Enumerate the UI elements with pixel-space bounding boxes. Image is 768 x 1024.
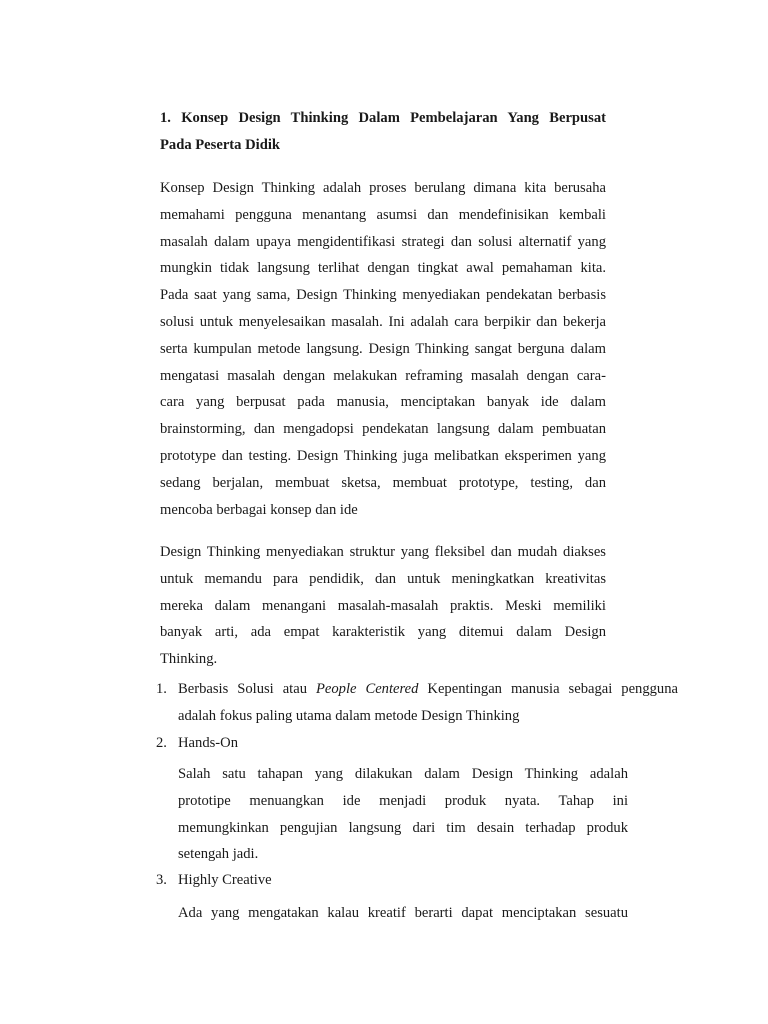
paragraph-line: mereka dalam menangani masalah-masalah praktis. Meski memiliki bbox=[160, 597, 606, 614]
list-number: 2. bbox=[156, 735, 167, 751]
list-item-text bbox=[178, 676, 688, 730]
paragraph-structure bbox=[160, 539, 606, 673]
description-line: prototipe menuangkan ide menjadi produk nyata. Tahap ini bbox=[178, 792, 628, 809]
list-item-title: Highly Creative bbox=[178, 872, 272, 888]
paragraph-line: brainstorming, dan mengadopsi pendekatan langsung dalam pembuatan bbox=[160, 421, 606, 438]
paragraph-line: mengatasi masalah dengan melakukan reframing masalah dengan cara- bbox=[160, 367, 606, 384]
paragraph-line: masalah dalam upaya mengidentifikasi strategi dan solusi alternatif yang bbox=[160, 233, 606, 250]
paragraph-line: mencoba berbagai konsep dan ide bbox=[160, 501, 358, 518]
paragraph-line: serta kumpulan metode langsung. Design Thinking sangat berguna dalam bbox=[160, 340, 606, 357]
heading-line-1: 1. Konsep Design Thinking Dalam Pembelajaran Yang Berpusat bbox=[160, 110, 606, 126]
paragraph-line: mungkin tidak langsung terlihat dengan tingkat awal pemahaman kita. bbox=[160, 260, 606, 277]
list-item bbox=[156, 676, 686, 730]
list-item bbox=[156, 867, 686, 894]
list-item-description bbox=[178, 761, 628, 868]
paragraph-concept bbox=[160, 175, 606, 523]
list-item-description bbox=[178, 900, 628, 927]
list-item-title: Hands-On bbox=[178, 735, 238, 751]
paragraph-line: cara yang berpusat pada manusia, menciptakan banyak ide dalam bbox=[160, 394, 606, 411]
description-line: setengah jadi. bbox=[178, 846, 259, 863]
list-number: 1. bbox=[156, 681, 167, 697]
paragraph-line: prototype dan testing. Design Thinking juga melibatkan eksperimen yang bbox=[160, 447, 606, 464]
paragraph-line: Design Thinking menyediakan struktur yang fleksibel dan mudah diakses bbox=[160, 544, 606, 560]
paragraph-line: Konsep Design Thinking adalah proses berulang dimana kita berusaha bbox=[160, 180, 606, 196]
description-line: memungkinkan pengujian langsung dari tim desain terhadap produk bbox=[178, 819, 628, 836]
list-item bbox=[156, 730, 686, 757]
description-line: Ada yang mengatakan kalau kreatif berarti dapat menciptakan sesuatu bbox=[178, 905, 628, 921]
paragraph-line: Thinking. bbox=[160, 651, 218, 668]
paragraph-line: solusi untuk menyelesaikan masalah. Ini adalah cara berpikir dan bekerja bbox=[160, 313, 606, 330]
description-line: Salah satu tahapan yang dilakukan dalam Design Thinking adalah bbox=[178, 766, 628, 782]
heading-line-2: Pada Peserta Didik bbox=[160, 136, 280, 153]
section-heading bbox=[160, 105, 606, 159]
paragraph-line: untuk memandu para pendidik, dan untuk meningkatkan kreativitas bbox=[160, 570, 606, 587]
list-number: 3. bbox=[156, 872, 167, 888]
list-text-line2: adalah fokus paling utama dalam metode Design Thinking bbox=[178, 707, 520, 724]
paragraph-line: banyak arti, ada empat karakteristik yang ditemui dalam Design bbox=[160, 624, 606, 641]
paragraph-line: Pada saat yang sama, Design Thinking menyediakan pendekatan berbasis bbox=[160, 287, 606, 304]
paragraph-line: memahami pengguna menantang asumsi dan mendefinisikan kembali bbox=[160, 206, 606, 223]
list-text-italic: People Centered bbox=[315, 681, 419, 697]
list-text-end: Kepentingan manusia sebagai pengguna bbox=[418, 681, 679, 697]
list-text-start: Berbasis Solusi atau bbox=[178, 681, 316, 697]
paragraph-line: sedang berjalan, membuat sketsa, membuat prototype, testing, dan bbox=[160, 474, 606, 491]
